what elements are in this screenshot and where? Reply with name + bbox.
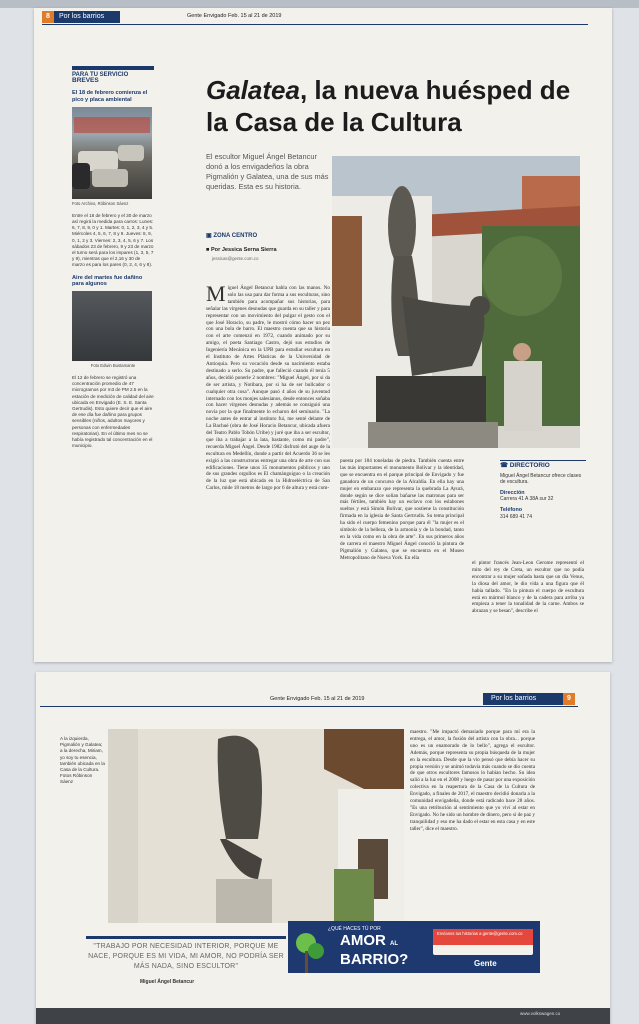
section-label: Por los barrios xyxy=(483,693,563,705)
publication-date: Gente Envigado Feb. 15 al 21 de 2019 xyxy=(187,13,282,19)
casa-cultura-photo xyxy=(108,729,404,923)
directory-box xyxy=(500,460,586,520)
ad-cta-box xyxy=(433,929,533,955)
dek: El escultor Miguel Ángel Betancur donó a los envigadeños la obra Pigmalión y Galatea, una de sus más queridas. Esta es su historia. xyxy=(206,152,329,191)
directory-heading: ☎ DIRECTORIO xyxy=(500,460,586,470)
page-number: 9 xyxy=(563,693,575,705)
page-number: 8 xyxy=(42,11,54,23)
ad-question: ¿QUÉ HACES TÚ POR xyxy=(328,926,381,932)
header-rule xyxy=(42,24,588,25)
header-rule xyxy=(40,706,578,707)
photo-caption: Foto Edwin Bustamante xyxy=(90,362,136,368)
headline-rest: , la nueva huésped de la Casa de la Cultura xyxy=(206,75,571,137)
address-value: Carrera 41 A 38A sur 32 xyxy=(500,496,554,503)
drop-cap: M xyxy=(206,281,226,306)
headline xyxy=(206,74,586,138)
amor-al-barrio-ad xyxy=(288,921,540,973)
photo-caption: A la izquierda, Pigmalión y Galatea; a la derecha, Miriam, yo soy tu esencia, también ubicada en la Casa de la Cultura. Fotos Róbinson Sáenz xyxy=(60,736,105,785)
publication-date: Gente Envigado Feb. 15 al 21 de 2019 xyxy=(270,696,365,702)
byline: ■ Por Jessica Serna Sierra xyxy=(206,247,277,253)
background-strip xyxy=(0,0,639,8)
photo-caption: Foto Archivo, Róbinson Sáenz xyxy=(72,200,129,206)
address-label: Dirección xyxy=(500,489,525,496)
sculpture-photo xyxy=(332,156,580,448)
brief-title: El 18 de febrero comienza el pico y placa ambiental xyxy=(72,90,148,103)
sidebar-kicker: PARA TU SERVICIO xyxy=(72,66,154,78)
author-email: jessicas@gente.com.co xyxy=(212,256,259,261)
ad-amor: AMOR AL BARRIO? xyxy=(340,932,409,968)
gente-logo: Gente xyxy=(474,959,497,968)
section-label: Por los barrios xyxy=(54,11,120,23)
article-column-3: el pintor francés Jean-Leon Gerome representó el mito del rey de Creta, un escultor que no podía encontrar a su mujer soñada hasta que un día Venus, la diosa del amor, le dio vida a una figura que él había tallado. "En la pintura el cuerpo de escultura está en mármol blanco y de la cadera para arriba ya empieza a tener la tonalidad de la carne. Ambos se abrazan y se besan", describe el xyxy=(472,560,584,615)
brief-title: Aire del martes fue dañino para algunos xyxy=(72,274,143,288)
page-header xyxy=(42,10,588,24)
sidebar-kicker-breves: BREVES xyxy=(72,77,99,85)
article-column-2: puesta por 184 toneladas de piedra. También cuenta entre las más importantes el monumento Bolívar y la identidad, que se encuentra en el parque principal de Envigado y fue ganadora de un concurso de la Alcaldía. En ella hay una mujer en embarazo que representa la quebrada La Ayurá, donde según se dice solían bañarse las matronas para ser más fértiles, también hay un esclavo con los eslabones sueltos y está Simón Bolívar, que sostiene la constitución firmada en la iglesia de Santa Gertrudis. Su tema principal ha sido el cuerpo femenino porque para él "la mujer es el símbolo de la belleza, de la armonía y de la bondad, tanto en la vida como en la obra de arte". En sus primeros años de carrera el maestro Miguel Ángel conoció la pintura de Pigmalión y Galatea, que se encuentra en el Museo Metropolitano de Nueva York. En ella xyxy=(340,458,464,561)
smog-photo xyxy=(72,291,152,361)
phone-value: 314 689 41 74 xyxy=(500,513,532,520)
article-column-4: maestro. "Me impactó demasiado porque para mí era la entrega, el amor, la fusión del artista con la obra... porque uno es un enamorado de lo bello", agrega el escultor. Además, porque representa su propia búsqueda de la mujer en la escultura. Desde que la vio pensó que debía hacer su propia versión y se animó todavía más cuando se dio cuenta de que otros escultores famosos lo habían hecho. Su idea salió a la luz en el 2008 y luego de pasar por una exposición colectiva en la reapertura de la Casa de la Cultura de Envigado, a finales de 2017, el maestro decidió donarla a la comunidad envigadeña, donde está radicado hace 28 años. "Es una retribución al sentimiento que yo viví al estar en Envigado. No he sido un hombre de dinero, pero sí de paz y tranquilidad y eso me ha dado el estar en esta casa y en este taller", dice el maestro. xyxy=(410,729,535,832)
phone-label: Teléfono xyxy=(500,506,523,513)
pull-quote: "TRABAJO POR NECESIDAD INTERIOR, PORQUE ME NACE, PORQUE ES MI VIDA, MI AMOR, NO PODRÍA SER MÁS NADA, SINO ESCULTOR" xyxy=(86,936,286,972)
page-header xyxy=(40,692,578,706)
article-column-1 xyxy=(206,281,330,492)
footer-url: www.volkswagen.co xyxy=(520,1011,561,1016)
briefs-sidebar xyxy=(72,66,154,449)
directory-name: Miguel Ángel Betancur ofrece clases de escultura. xyxy=(500,472,582,486)
ad-cta: Envíanos tus historias a gente@gente.com.co xyxy=(433,929,533,945)
traffic-photo xyxy=(72,107,152,199)
brief-body: El 12 de febrero se registró una concentración promedio de 47 microgramos por m3 de PM 2.5 en la estación de medición de calidad del aire ubicada en Envigado (E. S. E. Santa Gertrudis). Esto quiere decir que el aire de ese día fue dañino para grupos sensibles (niños, adultos mayores y personas con enfermedades respiratorias). En el último mes no se había registrado tal concentración en el municipio. xyxy=(72,375,154,449)
headline-italic: Galatea xyxy=(206,75,300,105)
quote-attribution: Miguel Ángel Betancur xyxy=(140,979,195,985)
zone-label: ▣ ZONA CENTRO xyxy=(206,233,258,239)
brief-body: Entre el 18 de febrero y el 30 de marzo así regirá la medida para carros: Lunes: 6, 7, 8, 9, 0 y 1. Martes: 0, 1, 2, 3, 4 y 5. Miércoles 4, 5, 6, 7, 8 y 9. Jueves: 8, 9, 0, 1, 2 y 3. Viernes: 2, 3, 4, 5, 6 y 7. Los sábados 23 de febrero, 9 y 23 de marzo el turno será para los impares (1, 3, 5, 7 y 9), mientras que el 2,16 y 30 de marzo es para los pares (0, 2, 4, 6 y 8). xyxy=(72,212,154,268)
article-text: iguel Ángel Betancur habla con las manos. No solo las usa para dar forma a sus esculturas, sino también para acompañar sus historias, para señalar las vírgenes desnudas que guarda en su taller y para representar con un movimiento del pulgar el gesto con el que José Horacio, su padre, le mostró cómo hacer un pez con una bola de barro. El maestro cuenta que su historia con el arte comenzó en 1972, cuando animado por su amigo, el poeta Santiago Castro, dejó sus estudios de Ingeniería Mecánica en la UPB para estudiar escultura en el Instituto de Artes Plásticas de la Universidad de Antioquia. Pero su vocación desde su nacimiento estaba destinado a serlo. Su padre, que falleció cuando él tenía 5 años, decidió ponerle 2 nombres: "Miguel Ángel, por si da de ser artista, y Notibara, por si ha de ser bullcador o cualquier otra cosa". Aunque pasó 4 años de su juventud internado con los monjes salesianos, desde entonces soñaba con hacer vírgenes desnudas y además se consiguió una novia por la que finalmente lo echaron del seminario. "La noche antes de entrar al instituto fui, me senté delante de La Bachué (obra de José Horacio Betancur, ubicada afuera del Teatro Pablo Tobón Uribe) y juré que iba a ser escultor, que iba a trabajar a la lata, bastante, como mi padre", recuerda Miguel Ángel. Desde 1982 disfrutó del auge de la escultura en Medellín, donde a partir del Acuerdo 36 se les exigió a las constructoras entregar una obra de arte con sus edificaciones. Tiene unos 35 monumentos públicos y uno de sus grandes orgullos es El chamánguiguo o la creación de la luz que está ubicada en la Hidroeléctrica de San Carlos, mide 18 metros de largo por 6 de altura y está com- xyxy=(206,285,330,492)
